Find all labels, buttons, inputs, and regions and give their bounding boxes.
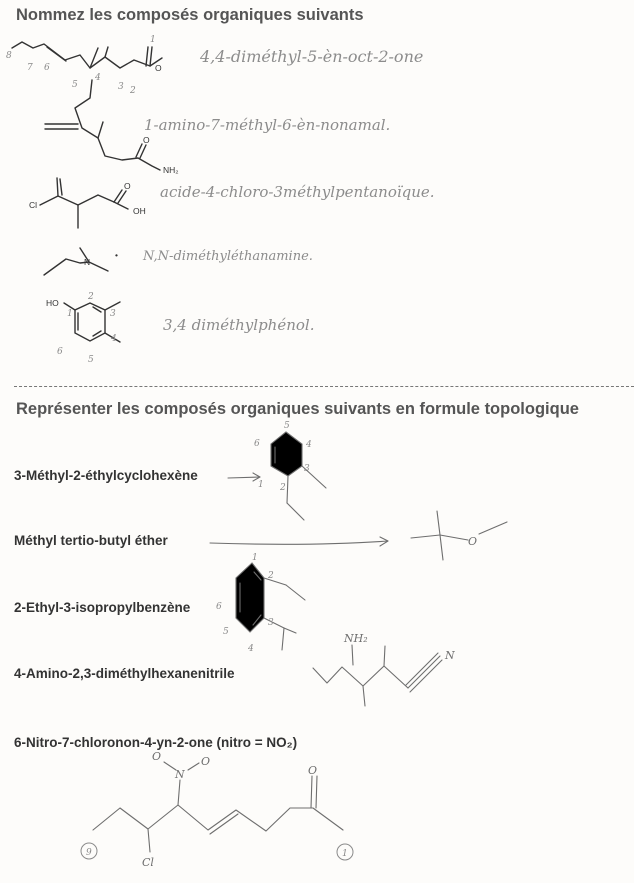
item-label-4: 4-Amino-2,3-diméthylhexanenitrile	[14, 666, 235, 681]
svg-text:6: 6	[216, 602, 222, 612]
atom-n: N	[175, 768, 185, 781]
atom-o: O	[308, 764, 318, 777]
atom-o: O	[124, 181, 131, 191]
svg-text:9: 9	[86, 848, 92, 858]
structure-1	[6, 35, 162, 96]
svg-text:2: 2	[268, 571, 274, 581]
svg-text:3: 3	[118, 82, 124, 92]
atom-ho: HO	[46, 298, 59, 308]
svg-text:4: 4	[306, 440, 312, 450]
atom-o: O	[201, 755, 211, 768]
structure-3	[29, 178, 146, 228]
svg-text:5: 5	[88, 355, 94, 365]
svg-text:8: 8	[6, 51, 12, 61]
atom-o: O	[143, 135, 150, 145]
svg-text:4: 4	[95, 73, 101, 83]
item-label-5: 6-Nitro-7-chloronon-4-yn-2-one (nitro = NO₂)	[14, 735, 298, 750]
atom-oh: OH	[133, 206, 146, 216]
section1-title: Nommez les composés organiques suivants	[16, 6, 364, 24]
atom-o: O	[468, 535, 478, 548]
atom-nh2: NH₂	[344, 632, 368, 645]
answer-4: N,N-diméthyléthanamine.	[143, 249, 313, 264]
answer-2: 1-amino-7-méthyl-6-èn-nonamal.	[144, 116, 391, 134]
answer-3: acide-4-chloro-3méthylpentanoïque.	[160, 183, 435, 201]
svg-text:7: 7	[27, 63, 33, 73]
svg-text:2: 2	[130, 86, 136, 96]
item-label-3: 2-Ethyl-3-isopropylbenzène	[14, 600, 191, 615]
answer-1: 4,4-diméthyl-5-èn-oct-2-one	[200, 47, 424, 66]
atom-cl: Cl	[142, 856, 154, 869]
svg-text:5: 5	[223, 627, 229, 637]
svg-text:6: 6	[44, 63, 50, 73]
svg-text:1: 1	[258, 480, 264, 490]
svg-text:1: 1	[342, 849, 348, 859]
drawing-3	[216, 553, 305, 654]
svg-text:6: 6	[57, 347, 63, 357]
structure-4	[44, 248, 118, 275]
item-label-2: Méthyl tertio-butyl éther	[14, 533, 168, 548]
svg-text:3: 3	[304, 464, 310, 474]
atom-n: N	[445, 649, 455, 662]
svg-text:1: 1	[67, 309, 73, 319]
atom-o: O	[155, 63, 162, 73]
atom-n: N	[84, 257, 91, 267]
svg-text:4: 4	[248, 644, 254, 654]
drawing-1	[228, 421, 326, 520]
svg-text:1: 1	[252, 553, 258, 563]
item-label-1: 3-Méthyl-2-éthylcyclohexène	[14, 468, 198, 483]
svg-text:2: 2	[280, 483, 286, 493]
atom-nh2: NH₂	[163, 165, 179, 175]
svg-text:5: 5	[72, 80, 78, 90]
svg-text:6: 6	[254, 439, 260, 449]
drawing-4	[313, 632, 455, 706]
section2-title: Représenter les composés organiques suivants en formule topologique	[16, 400, 579, 418]
svg-text:3: 3	[268, 618, 274, 628]
svg-text:1: 1	[150, 35, 156, 45]
svg-text:3: 3	[110, 309, 116, 319]
structure-2	[45, 80, 179, 175]
svg-text:4: 4	[111, 334, 117, 344]
svg-text:5: 5	[284, 421, 290, 431]
answer-5: 3,4 diméthylphénol.	[163, 316, 315, 334]
atom-cl: Cl	[29, 200, 38, 210]
svg-text:2: 2	[88, 292, 94, 302]
structure-5	[46, 292, 120, 365]
atom-o: O	[152, 750, 162, 763]
drawing-5	[81, 750, 353, 869]
mark-dot: •	[115, 250, 118, 260]
